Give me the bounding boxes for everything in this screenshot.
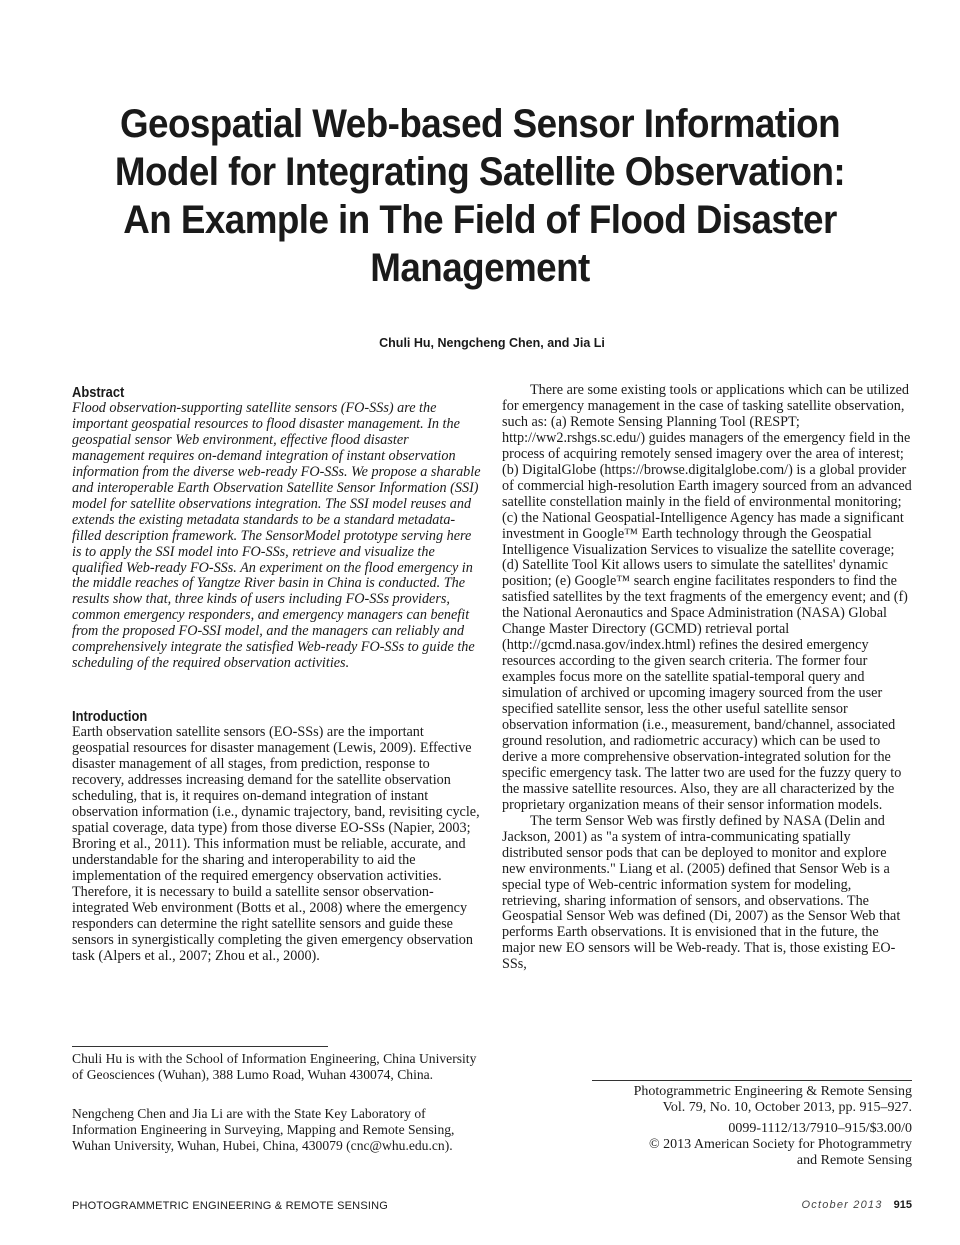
body-paragraph: There are some existing tools or applications which can be utilized for emergency management in the case of tasking satellite observation, such as: (a) Remote Sensing Planning Tool (RESPT; http://ww2.rshgs.sc.edu/) guides managers of the emergency field in the process of acquiring remotely sensed imagery over the area of interest; (b) DigitalGlobe (https://browse.digitalglobe.com/) is a global provider of commercial high-resolution Earth imagery sourced from an advanced satellite constellation mainly in the field of environmental monitoring; (c) the National Geospatial-Intelligence Agency has made a significant investment in Google™ Earth technology through the Geospatial Intelligence Visualization Services to visualize the satellite coverage; (d) Satellite Tool Kit allows users to simulate the satellites' dynamic position; (e) Google™ search engine facilitates responders to find the satisfied satellites by the text fragments of the emergency event; and (f) the National Aeronautics and Space Administration (NASA) Global Change Master Directory (GCMD) retrieval portal (http://gcmd.nasa.gov/index.html) refines the desired emergency resources according to the given search criteria. The former four examples focus more on the satellite spatial-temporal query and simulation of archived or upcoming imagery sourced from the user specified satellite sensor, less the other useful satellite sensor observation information (i.e., measurement, band/channel, associated ground resolution, and radiometric accuracy) which can be used to derive a more comprehensive observation-integrated solution for the specific emergency task. The latter two are used for the fuzzy query to the massive satellite resources. Also, they are all characterized by the proprietary organization means of their sensor information models. bbox=[502, 382, 912, 813]
body-paragraph: The term Sensor Web was firstly defined by NASA (Delin and Jackson, 2001) as "a system of intra-communicating spatially distributed sensor pods that can be deployed to monitor and explore new environments." Liang et al. (2005) defined that Sensor Web is a special type of Web-centric information system for modeling, retrieving, sharing information of sensors, and observations. The Geospatial Sensor Web was defined (Di, 2007) as the Sensor Web that performs Earth observations. It is envisioned that in the future, the major new EO sensors will be Web-ready. That is, those existing EO-SSs, bbox=[502, 812, 901, 973]
abstract-text: Flood observation-supporting satellite sensors (FO-SSs) are the important geospatial resources to flood disaster management. In the geospatial sensor Web environment, effective flood disaster management requires on-demand integration of instant observation information from the diverse web-ready FO-SSs. We propose a sharable and interoperable Earth Observation Satellite Sensor Information (SSI) model for satellite observations integration. The SSI model reuses and extends the existing metadata standards to be a standard metadata-filled description framework. The SensorModel prototype serving here is to apply the SSI model into FO-SSs, retrieve and visualize the qualified Web-ready FO-SSs. An experiment on the flood emergency in the middle reaches of Yangtze River basin in China is conducted. The results show that, three kinds of users including FO-SSs providers, common emergency responders, and emergency managers can benefit from the proposed FO-SSI model, and the managers can reliably and comprehensively integrate the satisfied Web-ready FO-SSs to guide the scheduling of the required observation activities. bbox=[72, 400, 481, 672]
left-column bbox=[72, 384, 484, 965]
journal-citation bbox=[560, 1084, 912, 1116]
journal-volume: Vol. 79, No. 10, October 2013, pp. 915–927. bbox=[662, 1100, 912, 1115]
copyright-line: © 2013 American Society for Photogrammetry bbox=[649, 1137, 912, 1152]
introduction-text: Earth observation satellite sensors (EO-SSs) are the important geospatial resources for disaster management (Lewis, 2009). Effective disaster management of all stages, from prediction, response to recovery, addresses increasing demand for the satellite observation scheduling, that is, it requires on-demand integration of instant observation information (i.e., dynamic trajectory, band, revisiting cycle, spatial coverage, data type) from those diverse EO-SSs (Napier, 2003; Broring et al., 2011). This information must be reliable, accurate, and understandable for the sharing and interoperability to aid the implementation of the required emergency observation activities. Therefore, it is necessary to build a satellite sensor observation-integrated Web environment (Botts et al., 2008) where the emergency responders can determine the right satellite sensors and guide these sensors in synergistically completing the given emergency observation task (Alpers et al., 2007; Zhou et al., 2000). bbox=[72, 724, 480, 964]
page-number: 915 bbox=[893, 1199, 912, 1211]
footnote-rule bbox=[72, 1046, 328, 1047]
affiliation-footnote: Nengcheng Chen and Jia Li are with the State Key Laboratory of Information Engineering in Surveying, Mapping and Remote Sensing, Wuhan University, Wuhan, Hubei, China, 430079 (cnc@whu.edu.cn). bbox=[72, 1106, 455, 1153]
abstract-heading: Abstract bbox=[72, 384, 125, 401]
article-code: 0099-1112/13/7910–915/$3.00/0 bbox=[728, 1121, 912, 1136]
running-footer-journal: PHOTOGRAMMETRIC ENGINEERING & REMOTE SENSING bbox=[72, 1200, 389, 1212]
running-footer-page bbox=[802, 1199, 912, 1211]
copyright-line: and Remote Sensing bbox=[796, 1153, 912, 1168]
journal-info-rule bbox=[592, 1080, 912, 1081]
paper-title: Geospatial Web-based Sensor Information Model for Integrating Satellite Observation: An Example in The Field of Flood Disaster Management bbox=[114, 102, 846, 290]
right-column bbox=[502, 383, 912, 973]
introduction-heading: Introduction bbox=[72, 708, 148, 726]
author-list: Chuli Hu, Nengcheng Chen, and Jia Li bbox=[379, 336, 605, 350]
journal-name: Photogrammetric Engineering & Remote Sensing bbox=[633, 1084, 912, 1099]
issue-date: October 2013 bbox=[801, 1199, 883, 1211]
affiliation-footnote: Chuli Hu is with the School of Information Engineering, China University of Geosciences (Wuhan), 388 Lumo Road, Wuhan 430074, China. bbox=[72, 1051, 477, 1082]
rights-notice bbox=[560, 1121, 912, 1169]
